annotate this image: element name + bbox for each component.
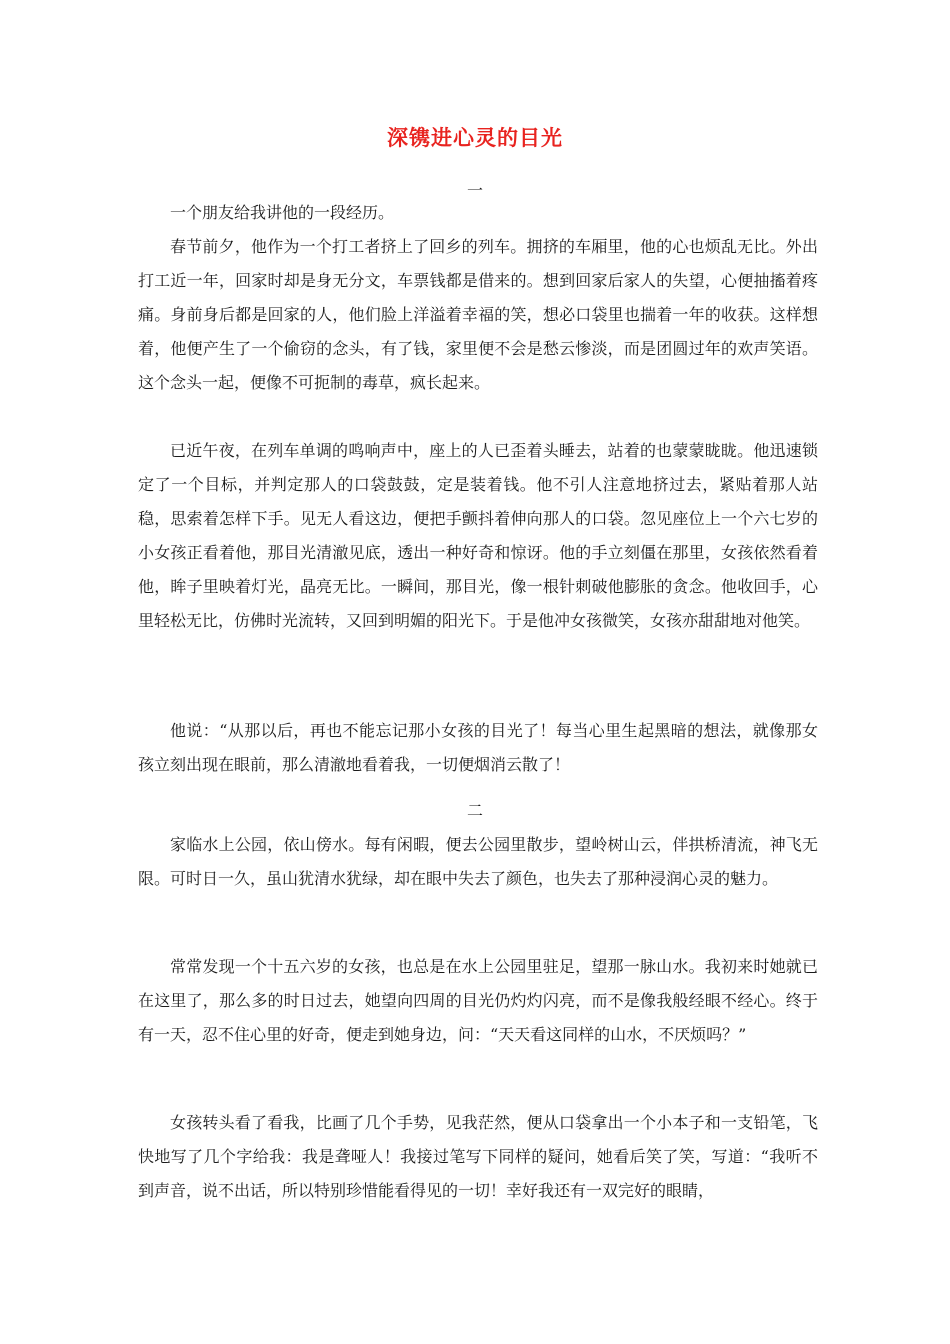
paragraph-4: 他说：“从那以后，再也不能忘记那小女孩的目光了！每当心里生起黑暗的想法，就像那女孩立刻出现在眼前，那么清澈地看着我，一切便烟消云散了！: [138, 721, 818, 774]
paragraph-7: 女孩转头看了看我，比画了几个手势，见我茫然，便从口袋拿出一个小本子和一支铅笔，飞快地写了几个字给我：我是聋哑人！我接过笔写下同样的疑问，她看后笑了笑，写道：“我听不到声音，说不出话，所以特别珍惜能看得见的一切！幸好我还有一双完好的眼睛，: [138, 1113, 818, 1200]
paragraph-1: 一个朋友给我讲他的一段经历。: [170, 203, 395, 222]
paragraph-5: 家临水上公园，依山傍水。每有闲暇，便去公园里散步，望岭树山云，伴拱桥清流，神飞无限。可时日一久，虽山犹清水犹绿，却在眼中失去了颜色，也失去了那种浸润心灵的魅力。: [138, 835, 818, 888]
paragraph-2: 春节前夕，他作为一个打工者挤上了回乡的列车。拥挤的车厢里，他的心也烦乱无比。外出打工近一年，回家时却是身无分文，车票钱都是借来的。想到回家后家人的失望，心便抽搐着疼痛。身前身后都是回家的人，他们脸上洋溢着幸福的笑，想必口袋里也揣着一年的收获。这样想着，他便产生了一个偷窃的念头，有了钱，家里便不会是愁云惨淡，而是团圆过年的欢声笑语。这个念头一起，便像不可扼制的毒草，疯长起来。: [138, 237, 818, 392]
paragraph-3: 已近午夜，在列车单调的鸣响声中，座上的人已歪着头睡去，站着的也蒙蒙眬眬。他迅速锁定了一个目标，并判定那人的口袋鼓鼓，定是装着钱。他不引人注意地挤过去，紧贴着那人站稳，思索着怎样下手。见无人看这边，便把手颤抖着伸向那人的口袋。忽见座位上一个六七岁的小女孩正看着他，那目光清澈见底，透出一种好奇和惊讶。他的手立刻僵在那里，女孩依然看着他，眸子里映着灯光，晶亮无比。一瞬间，那目光，像一根针刺破他膨胀的贪念。他收回手，心里轻松无比，仿佛时光流转，又回到明媚的阳光下。于是他冲女孩微笑，女孩亦甜甜地对他笑。: [138, 441, 818, 630]
section-number-one: 一: [466, 181, 483, 200]
document-title: 深镌进心灵的目光: [387, 125, 563, 150]
paragraph-6: 常常发现一个十五六岁的女孩，也总是在水上公园里驻足，望那一脉山水。我初来时她就已在这里了，那么多的时日过去，她望向四周的目光仍灼灼闪亮，而不是像我般经眼不经心。终于有一天，忍不住心里的好奇，便走到她身边，问：“天天看这同样的山水，不厌烦吗？”: [138, 957, 818, 1044]
section-number-two: 二: [466, 801, 483, 820]
